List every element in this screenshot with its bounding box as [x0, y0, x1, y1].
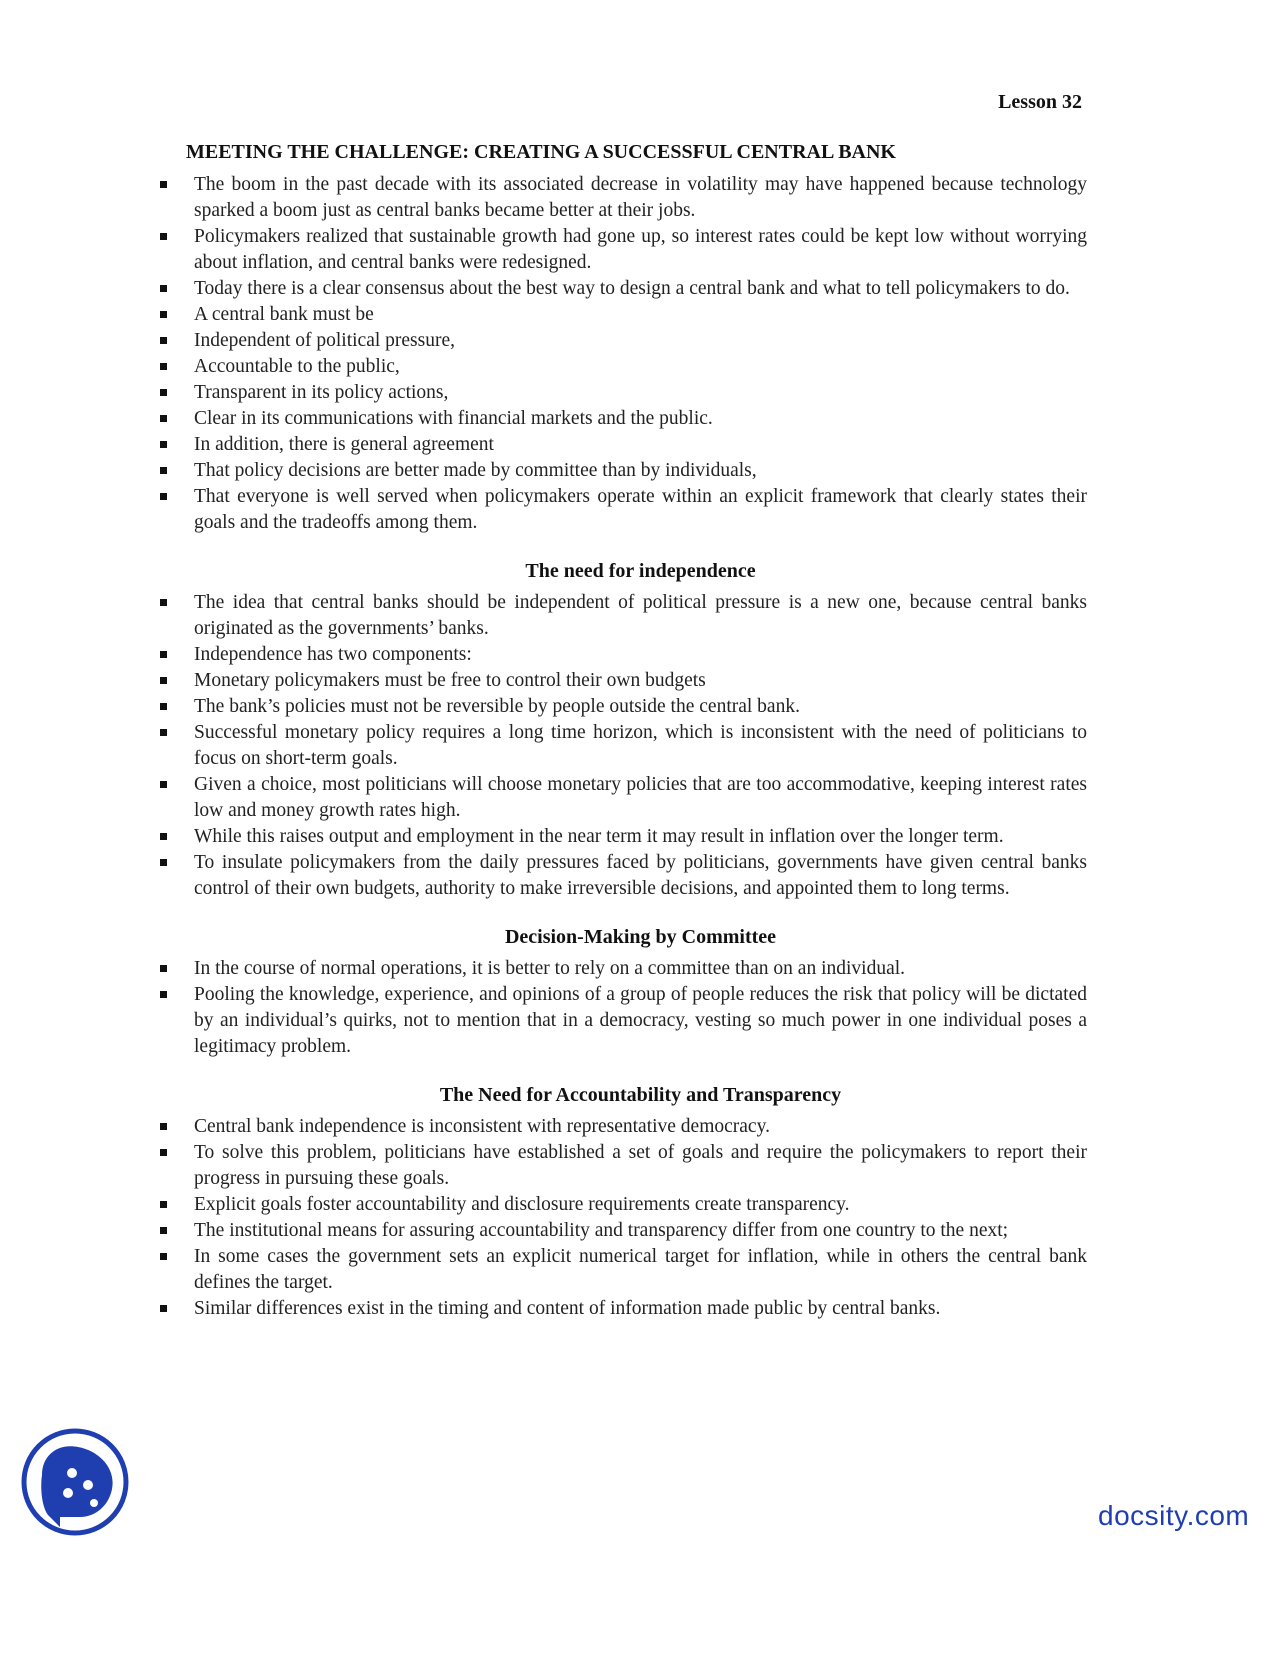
watermark-brand[interactable]: docsity.com	[1098, 1500, 1250, 1531]
list-item: The bank’s policies must not be reversible by people outside the central bank.	[152, 694, 1087, 720]
list-item: The boom in the past decade with its associated decrease in volatility may have happened because technology sparked a boom just as central banks became better at their jobs.	[152, 172, 1087, 224]
lesson-label: Lesson 32	[998, 91, 1082, 113]
list-item: While this raises output and employment in the near term it may result in inflation over the longer term.	[152, 824, 1087, 850]
list-item: Similar differences exist in the timing and content of information made public by central banks.	[152, 1296, 1087, 1322]
list-item: In some cases the government sets an explicit numerical target for inflation, while in others the central bank defines the target.	[152, 1244, 1087, 1296]
docsity-logo-icon	[20, 1427, 130, 1537]
list-item: A central bank must be	[152, 302, 1087, 328]
list-item: Monetary policymakers must be free to control their own budgets	[152, 668, 1087, 694]
independence-list	[152, 590, 1087, 902]
committee-list	[152, 956, 1087, 1060]
intro-list	[152, 172, 1087, 536]
list-item: Policymakers realized that sustainable growth had gone up, so interest rates could be kept low without worrying about inflation, and central banks were redesigned.	[152, 224, 1087, 276]
list-item: Given a choice, most politicians will choose monetary policies that are too accommodative, keeping interest rates low and money growth rates high.	[152, 772, 1087, 824]
list-item: Accountable to the public,	[152, 354, 1087, 380]
list-item: Independent of political pressure,	[152, 328, 1087, 354]
list-item: That policy decisions are better made by committee than by individuals,	[152, 458, 1087, 484]
list-item: Clear in its communications with financial markets and the public.	[152, 406, 1087, 432]
list-item: Successful monetary policy requires a long time horizon, which is inconsistent with the need of politicians to focus on short-term goals.	[152, 720, 1087, 772]
section-heading-committee: Decision-Making by Committee	[504, 926, 777, 948]
list-item: To insulate policymakers from the daily pressures faced by politicians, governments have given central banks control of their own budgets, authority to make irreversible decisions, and appointed them to long terms.	[152, 850, 1087, 902]
list-item: In the course of normal operations, it is better to rely on a committee than on an individual.	[152, 956, 1087, 982]
list-item: That everyone is well served when policymakers operate within an explicit framework that clearly states their goals and the tradeoffs among them.	[152, 484, 1087, 536]
section-heading-independence: The need for independence	[525, 560, 756, 582]
list-item: Explicit goals foster accountability and disclosure requirements create transparency.	[152, 1192, 1087, 1218]
section-heading-accountability: The Need for Accountability and Transparency	[439, 1084, 842, 1106]
accountability-list	[152, 1114, 1087, 1322]
list-item: Pooling the knowledge, experience, and opinions of a group of people reduces the risk that policy will be dictated by an individual’s quirks, not to mention that in a democracy, vesting so much power in one individual poses a legitimacy problem.	[152, 982, 1087, 1060]
list-item: Independence has two components:	[152, 642, 1087, 668]
list-item: To solve this problem, politicians have established a set of goals and require the policymakers to report their progress in pursuing these goals.	[152, 1140, 1087, 1192]
list-item: Today there is a clear consensus about the best way to design a central bank and what to tell policymakers to do.	[152, 276, 1087, 302]
list-item: The idea that central banks should be independent of political pressure is a new one, because central banks originated as the governments’ banks.	[152, 590, 1087, 642]
page-title: MEETING THE CHALLENGE: CREATING A SUCCESSFUL CENTRAL BANK	[186, 141, 896, 163]
document-body	[152, 172, 1087, 1322]
list-item: Transparent in its policy actions,	[152, 380, 1087, 406]
list-item: Central bank independence is inconsistent with representative democracy.	[152, 1114, 1087, 1140]
list-item: The institutional means for assuring accountability and transparency differ from one country to the next;	[152, 1218, 1087, 1244]
list-item: In addition, there is general agreement	[152, 432, 1087, 458]
